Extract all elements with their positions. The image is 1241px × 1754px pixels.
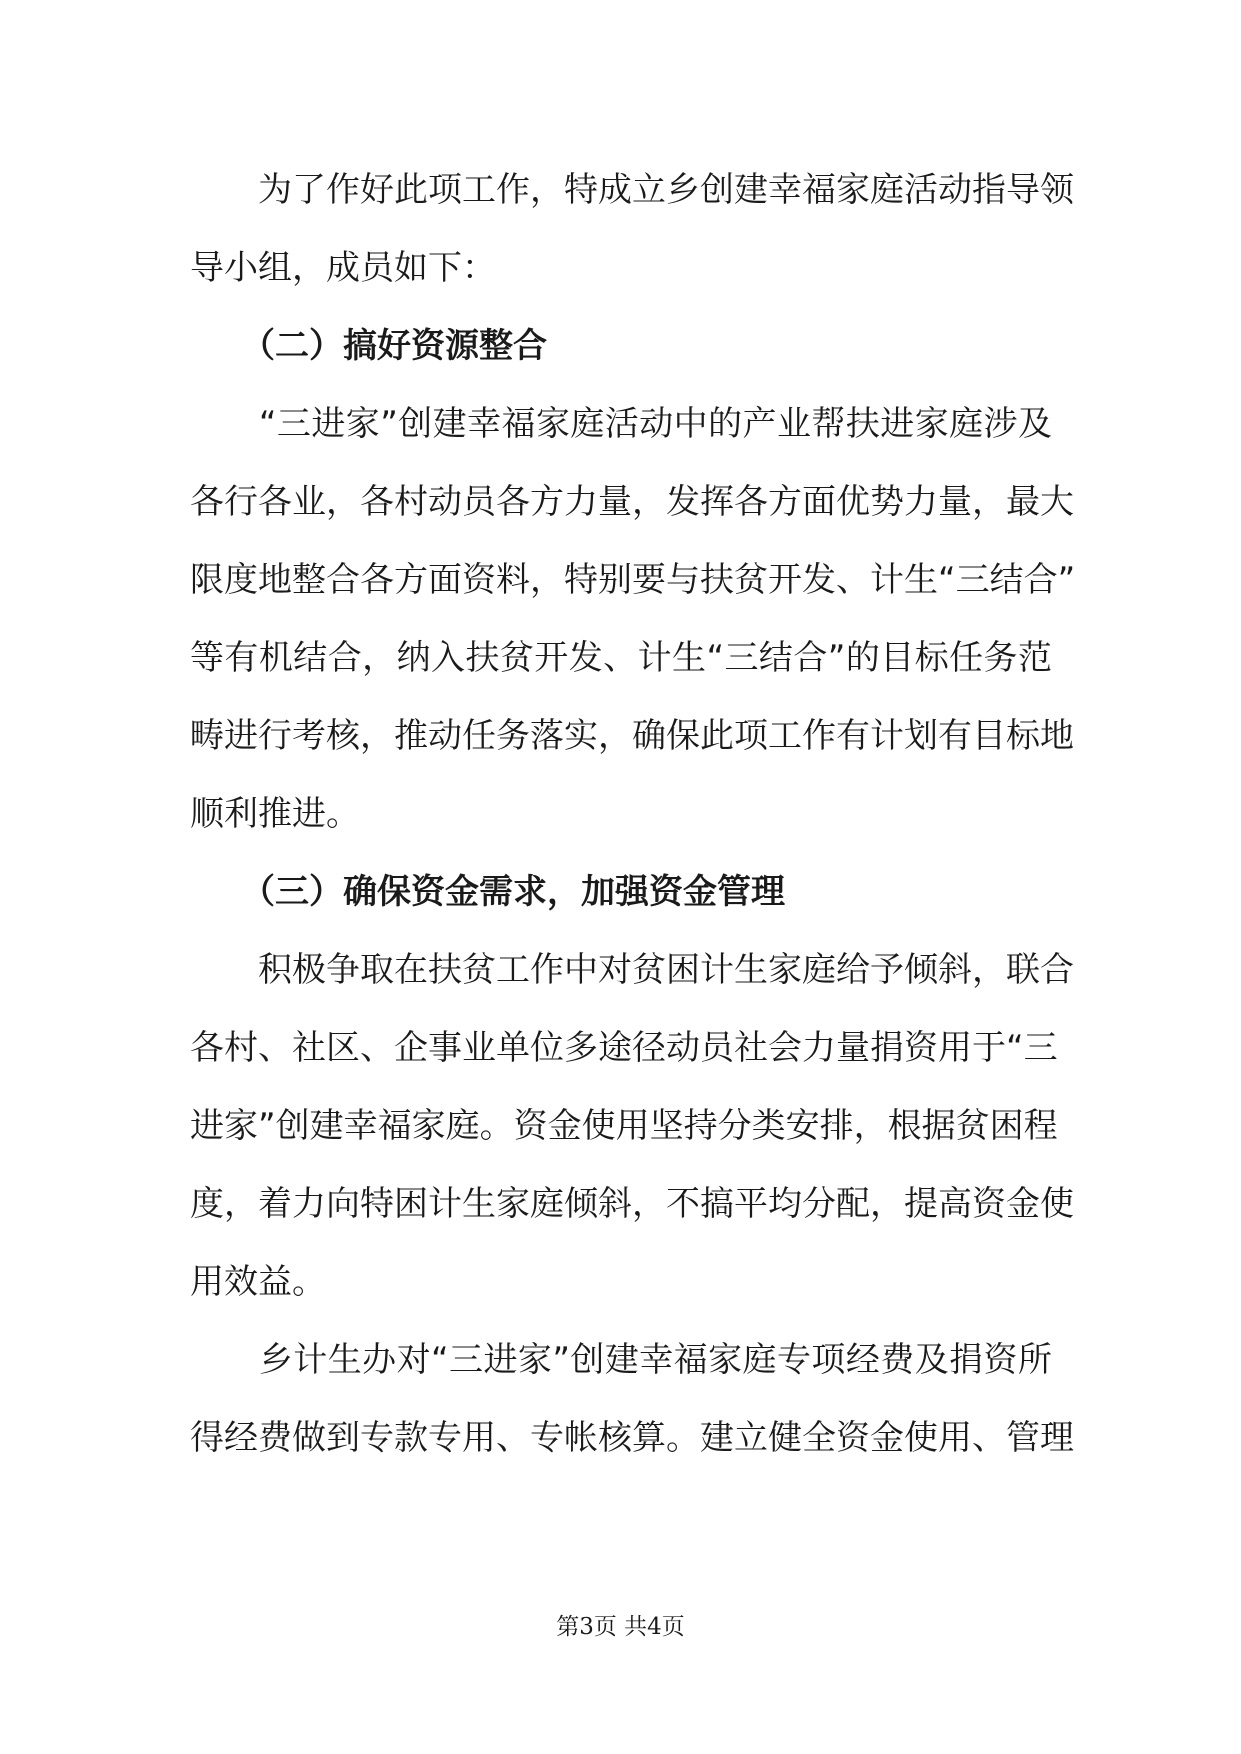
paragraph-line: 积极争取在扶贫工作中对贫困计生家庭给予倾斜，联合 [190,950,1074,990]
page-number-footer: 第3页 共4页 [556,1614,685,1640]
paragraph-line: 为了作好此项工作，特成立乡创建幸福家庭活动指导领 [190,170,1074,210]
paragraph-line: 等有机结合，纳入扶贫开发、计生“三结合”的目标任务范 [190,638,1052,678]
paragraph-line: 导小组，成员如下： [190,248,496,288]
paragraph-line: 得经费做到专款专用、专帐核算。建立健全资金使用、管理 [190,1418,1074,1458]
paragraph-line: 各行各业，各村动员各方力量，发挥各方面优势力量，最大 [190,482,1074,522]
paragraph-line: 畴进行考核，推动任务落实，确保此项工作有计划有目标地 [190,716,1074,756]
paragraph-line: 顺利推进。 [190,794,360,834]
section-heading: （三）确保资金需求，加强资金管理 [190,872,785,912]
section-heading: （二）搞好资源整合 [190,326,547,366]
paragraph-line: 度，着力向特困计生家庭倾斜，不搞平均分配，提高资金使 [190,1184,1074,1224]
paragraph-line: “三进家”创建幸福家庭活动中的产业帮扶进家庭涉及 [190,404,1052,444]
paragraph-line: 用效益。 [190,1262,326,1302]
paragraph-line: 各村、社区、企事业单位多途径动员社会力量捐资用于“三 [190,1028,1058,1068]
paragraph-line: 乡计生办对“三进家”创建幸福家庭专项经费及捐资所 [190,1340,1052,1380]
paragraph-line: 进家”创建幸福家庭。资金使用坚持分类安排，根据贫困程 [190,1106,1058,1146]
paragraph-line: 限度地整合各方面资料，特别要与扶贫开发、计生“三结合” [190,560,1076,600]
